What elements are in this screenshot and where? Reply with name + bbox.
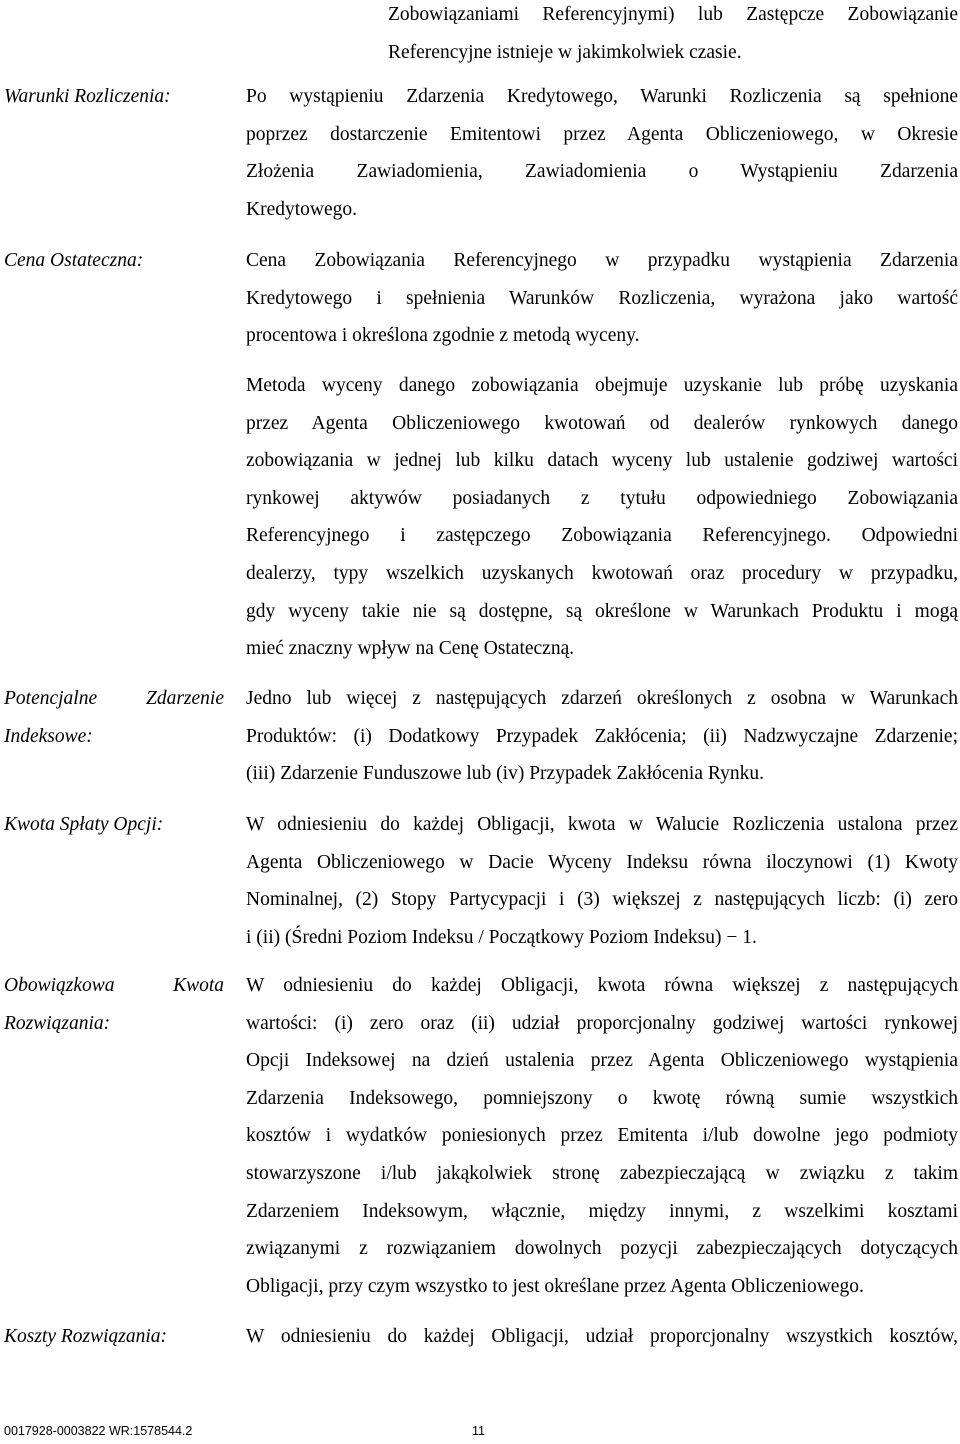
text-line: wartości: (i) zero oraz (ii) udział proporcjonalny godziwej wartości rynkowej [246,1012,958,1034]
term-obowiazkowa-kwota-rozwiazania [4,967,224,1042]
definition-koszty-rozwiazania [246,1318,958,1356]
text-line: W odniesieniu do każdej Obligacji, udział proporcjonalny wszystkich kosztów, [246,1326,958,1347]
term-kwota-splaty-opcji [4,806,224,844]
definition-cena-ostateczna-p1 [246,242,958,355]
text-line: kosztów i wydatków poniesionych przez Emitenta i/lub dowolne jego podmioty [246,1125,958,1147]
text-line: procentowa i określona zgodnie z metodą wyceny. [246,325,640,347]
text-line: Obligacji, przy czym wszystko to jest określane przez Agenta Obliczeniowego. [246,1275,864,1297]
term-line: Rozwiązania: [4,1012,111,1034]
definition-potencjalne-zdarzenie-indeksowe [246,680,958,793]
text-line: Zdarzenia Indeksowego, pomniejszony o kwotę równą sumie wszystkich [246,1087,958,1109]
definition-warunki-rozliczenia [246,78,958,228]
text-line: Kredytowego i spełnienia Warunków Rozliczenia, wyrażona jako wartość [246,287,958,309]
term-line: Indeksowe: [4,725,93,747]
text-line: Referencyjne istnieje w jakimkolwiek czasie. [388,41,742,63]
text-line: W odniesieniu do każdej Obligacji, kwota w Walucie Rozliczenia ustalona przez [246,814,958,835]
text-line: Opcji Indeksowej na dzień ustalenia przez Agenta Obliczeniowego wystąpienia [246,1050,958,1072]
term-potencjalne-zdarzenie-indeksowe [4,680,224,755]
text-line: Nominalnej, (2) Stopy Partycypacji i (3) większej z następujących liczb: (i) zero [246,889,958,911]
text-line: Kredytowego. [246,198,358,220]
term-cena-ostateczna [4,242,224,280]
text-line: gdy wyceny takie nie są dostępne, są określone w Warunkach Produktu i mogą [246,600,958,622]
definition-cena-ostateczna-p2 [246,367,958,668]
document-id: 0017928-0003822 WR:1578544.2 [4,1424,193,1438]
term-koszty-rozwiazania [4,1318,224,1356]
text-line: rynkowej aktywów posiadanych z tytułu odpowiedniego Zobowiązania [246,487,958,509]
text-line: Referencyjnego i zastępczego Zobowiązania Referencyjnego. Odpowiedni [246,525,958,547]
text-line: mieć znaczny wpływ na Cenę Ostateczną. [246,638,575,660]
term-warunki-rozliczenia [4,78,224,116]
text-line: W odniesieniu do każdej Obligacji, kwota równa większej z następujących [246,975,958,996]
text-line: Metoda wyceny danego zobowiązania obejmuje uzyskanie lub próbę uzyskania [246,375,958,396]
term-line: Koszty Rozwiązania: [4,1326,168,1347]
text-line: Zobowiązaniami Referencyjnymi) lub Zastępcze Zobowiązanie [388,4,958,25]
text-line: dealerzy, typy wszelkich uzyskanych kwotowań oraz procedury w przypadku, [246,562,958,584]
text-line: Po wystąpieniu Zdarzenia Kredytowego, Warunki Rozliczenia są spełnione [246,86,958,107]
text-line: stowarzyszone i/lub jakąkolwiek stronę zabezpieczającą w związku z takim [246,1162,958,1184]
term-line: Potencjalne Zdarzenie [4,688,224,709]
term-line: Cena Ostateczna: [4,250,144,271]
text-line: związanymi z rozwiązaniem dowolnych pozycji zabezpieczających dotyczących [246,1238,958,1260]
text-line: Złożenia Zawiadomienia, Zawiadomienia o Wystąpieniu Zdarzenia [246,161,958,183]
text-line: i (ii) (Średni Poziom Indeksu / Początkowy Poziom Indeksu) − 1. [246,926,757,948]
term-line: Warunki Rozliczenia: [4,86,171,107]
text-line: Agenta Obliczeniowego w Dacie Wyceny Indeksu równa iloczynowi (1) Kwoty [246,851,958,873]
text-line: Zdarzeniem Indeksowym, włącznie, między innymi, z wszelkimi kosztami [246,1200,958,1222]
text-line: (iii) Zdarzenie Funduszowe lub (iv) Przypadek Zakłócenia Rynku. [246,763,764,785]
page-number: 11 [472,1424,485,1438]
definition-obowiazkowa-kwota-rozwiazania [246,967,958,1305]
text-line: poprzez dostarczenie Emitentowi przez Agenta Obliczeniowego, w Okresie [246,123,958,145]
term-line: Kwota Spłaty Opcji: [4,814,164,835]
text-line: Cena Zobowiązania Referencyjnego w przypadku wystąpienia Zdarzenia [246,250,958,271]
text-line: zobowiązania w jednej lub kilku datach wyceny lub ustalenie godziwej wartości [246,450,958,472]
definition-kwota-splaty-opcji [246,806,958,956]
text-line: przez Agenta Obliczeniowego kwotowań od dealerów rynkowych danego [246,412,958,434]
term-line: Obowiązkowa Kwota [4,975,224,996]
intro-paragraph [388,0,958,71]
text-line: Jedno lub więcej z następujących zdarzeń określonych z osobna w Warunkach [246,688,958,709]
text-line: Produktów: (i) Dodatkowy Przypadek Zakłócenia; (ii) Nadzwyczajne Zdarzenie; [246,725,958,747]
